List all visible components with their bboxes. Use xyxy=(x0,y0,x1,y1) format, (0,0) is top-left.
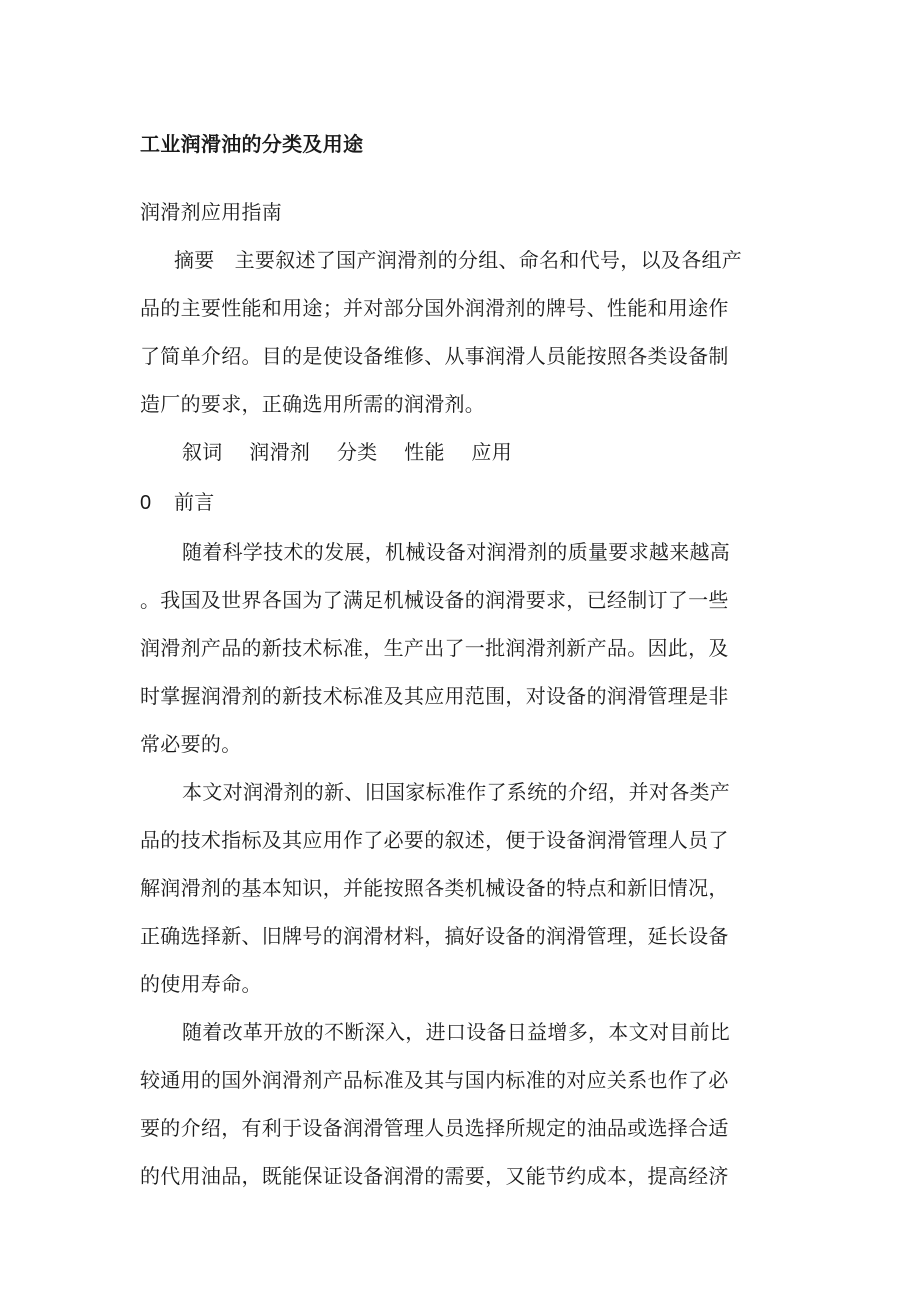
abstract-line-4: 造厂的要求，正确选用所需的润滑剂。 xyxy=(140,392,486,416)
keyword-item: 润滑剂 xyxy=(249,440,311,464)
abstract-label: 摘要 xyxy=(174,248,215,272)
paragraph-3-line-1: 随着改革开放的不断深入，进口设备日益增多，本文对目前比 xyxy=(182,1020,731,1044)
paragraph-1-line-3: 润滑剂产品的新技术标准，生产出了一批润滑剂新产品。因此，及 xyxy=(140,636,729,660)
paragraph-1-line-5: 常必要的。 xyxy=(140,732,242,756)
paragraph-3-line-3: 要的介绍，有利于设备润滑管理人员选择所规定的油品或选择合适 xyxy=(140,1116,729,1140)
paragraph-2-line-2: 品的技术指标及其应用作了必要的叙述，便于设备润滑管理人员了 xyxy=(140,828,729,852)
keyword-item: 应用 xyxy=(471,440,513,464)
document-subtitle: 润滑剂应用指南 xyxy=(140,200,283,224)
paragraph-3-line-4: 的代用油品，既能保证设备润滑的需要，又能节约成本，提高经济 xyxy=(140,1164,729,1188)
paragraph-1-line-2: 。我国及世界各国为了满足机械设备的润滑要求，已经制订了一些 xyxy=(140,588,729,612)
paragraph-1-line-1: 随着科学技术的发展，机械设备对润滑剂的质量要求越来越高 xyxy=(182,540,731,564)
paragraph-1-line-4: 时掌握润滑剂的新技术标准及其应用范围，对设备的润滑管理是非 xyxy=(140,684,729,708)
keywords-line xyxy=(182,440,512,464)
paragraph-3-line-2: 较通用的国外润滑剂产品标准及其与国内标准的对应关系也作了必 xyxy=(140,1068,729,1092)
keyword-item: 分类 xyxy=(336,440,378,464)
abstract-line-2: 品的主要性能和用途；并对部分国外润滑剂的牌号、性能和用途作 xyxy=(140,296,729,320)
paragraph-2-line-3: 解润滑剂的基本知识，并能按照各类机械设备的特点和新旧情况， xyxy=(140,876,729,900)
keywords-label: 叙词 xyxy=(182,440,223,464)
section-number: 0 xyxy=(140,492,152,514)
document-title: 工业润滑油的分类及用途 xyxy=(140,132,364,156)
paragraph-2-line-5: 的使用寿命。 xyxy=(140,972,262,996)
paragraph-2-line-4: 正确选择新、旧牌号的润滑材料，搞好设备的润滑管理，延长设备 xyxy=(140,924,729,948)
keyword-item: 性能 xyxy=(404,440,445,464)
abstract-text: 主要叙述了国产润滑剂的分组、命名和代号，以及各组产 xyxy=(234,248,743,272)
section-heading xyxy=(140,490,215,515)
section-title: 前言 xyxy=(174,490,215,514)
paragraph-2-line-1: 本文对润滑剂的新、旧国家标准作了系统的介绍，并对各类产 xyxy=(182,780,731,804)
abstract-line-3: 了简单介绍。目的是使设备维修、从事润滑人员能按照各类设备制 xyxy=(140,344,729,368)
abstract-line-1 xyxy=(174,248,742,272)
